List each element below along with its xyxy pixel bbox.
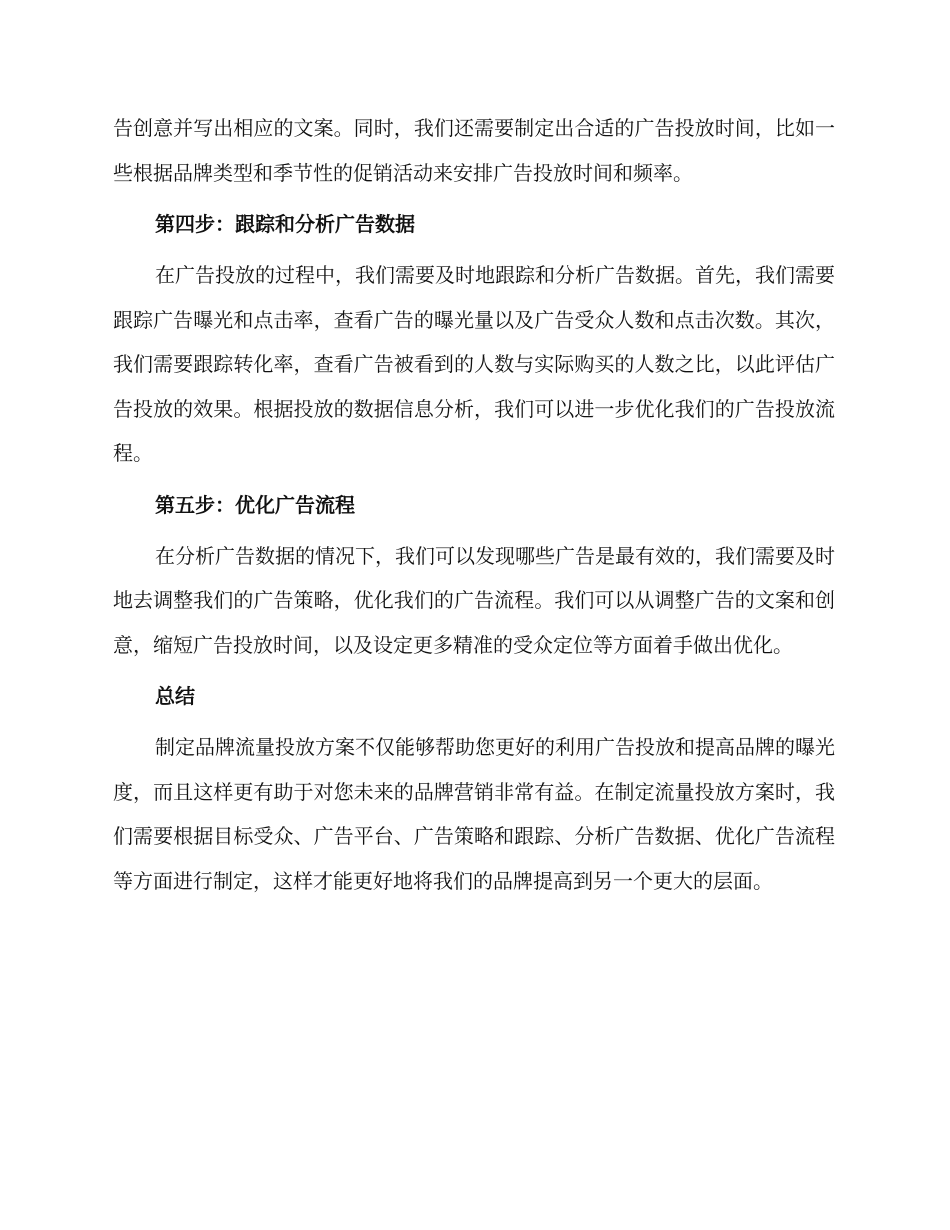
paragraph-ad-scheduling: 告创意并写出相应的文案。同时，我们还需要制定出合适的广告投放时间，比如一些根据品牌类型和季节性的促销活动来安排广告投放时间和频率。 — [113, 116, 835, 185]
document-body — [113, 106, 835, 903]
paragraph-summary: 制定品牌流量投放方案不仅能够帮助您更好的利用广告投放和提高品牌的曝光度，而且这样更有助于对您未来的品牌营销非常有益。在制定流量投放方案时，我们需要根据目标受众、广告平台、广告策略和跟踪、分析广告数据、优化广告流程等方面进行制定，这样才能更好地将我们的品牌提高到另一个更大的层面。 — [113, 735, 835, 893]
paragraph-track-analyze: 在广告投放的过程中，我们需要及时地跟踪和分析广告数据。首先，我们需要跟踪广告曝光和点击率，查看广告的曝光量以及广告受众人数和点击次数。其次，我们需要跟踪转化率，查看广告被看到的人数与实际购买的人数之比，以此评估广告投放的效果。根据投放的数据信息分析，我们可以进一步优化我们的广告投放流程。 — [113, 263, 835, 465]
heading-step-five: 第五步：优化广告流程 — [155, 492, 355, 517]
heading-step-four: 第四步：跟踪和分析广告数据 — [155, 212, 415, 236]
paragraph-optimize: 在分析广告数据的情况下，我们可以发现哪些广告是最有效的，我们需要及时地去调整我们的广告策略，优化我们的广告流程。我们可以从调整广告的文案和创意，缩短广告投放时间，以及设定更多精准的受众定位等方面着手做出优化。 — [113, 543, 835, 657]
heading-summary: 总结 — [155, 684, 195, 708]
